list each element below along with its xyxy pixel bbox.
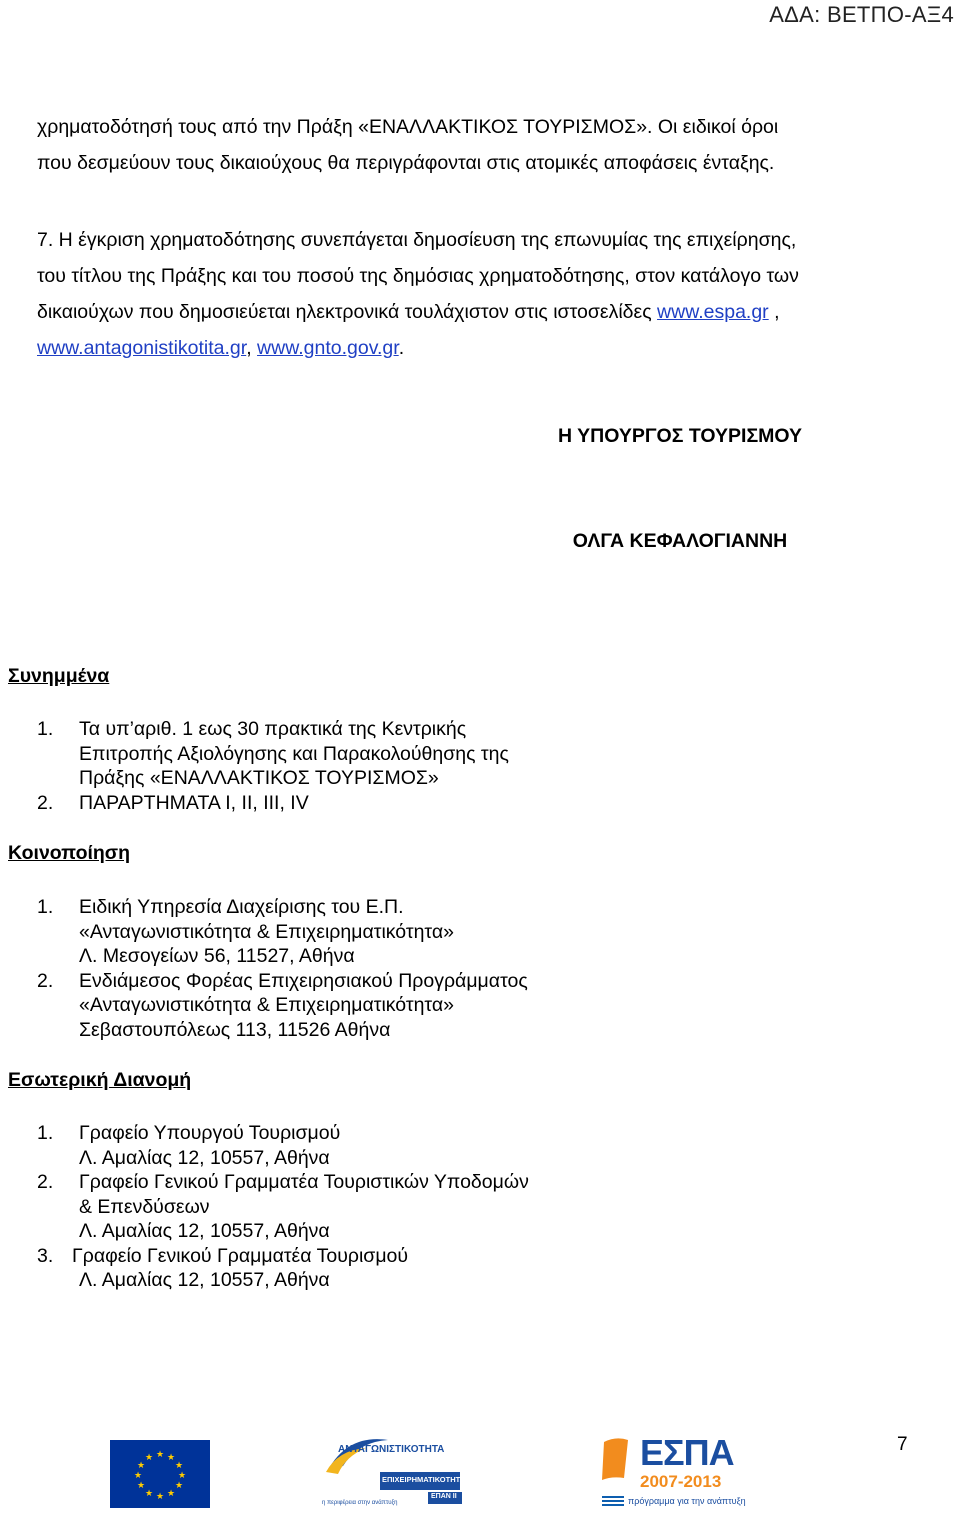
item-line: Γραφείο Γενικού Γραμματέα Τουρισμού [72, 1244, 409, 1267]
item-line: Ειδική Υπηρεσία Διαχείρισης του Ε.Π. [79, 896, 404, 918]
svg-text:★: ★ [133, 1471, 143, 1481]
attachments-heading: Συνημμένα [8, 665, 110, 687]
ada-code: ΑΔΑ: ΒΕΤΠΟ-ΑΞ4 [769, 2, 954, 27]
svg-text:★: ★ [155, 1492, 165, 1502]
item-line: & Επενδύσεων [79, 1195, 210, 1218]
svg-text:★: ★ [144, 1489, 154, 1499]
item-line: «Ανταγωνιστικότητα & Επιχειρηματικότητα» [79, 994, 454, 1016]
item-line: Λ. Μεσογείων 56, 11527, Αθήνα [79, 945, 355, 967]
gnto-link[interactable]: www.gnto.gov.gr [257, 337, 399, 359]
paragraph-7 [37, 222, 937, 366]
antag-sub: ΕΠΙΧΕΙΡΗΜΑΤΙΚΟΤΗΤΑ [382, 1475, 466, 1484]
item-number: 2. [37, 1171, 54, 1193]
item-number: 2. [37, 791, 54, 814]
item-number: 1. [37, 896, 54, 918]
period-text: . [398, 337, 405, 359]
comma-text: , [768, 301, 780, 323]
svg-text:★: ★ [174, 1481, 184, 1491]
paragraph-line [37, 330, 937, 366]
internal-distribution-heading: Εσωτερική Διανομή [8, 1069, 192, 1091]
item-number: 1. [37, 718, 54, 740]
svg-text:★: ★ [174, 1461, 184, 1471]
espa-logo [598, 1432, 746, 1512]
item-line: Ενδιάμεσος Φορέας Επιχειρησιακού Προγράμματος [79, 969, 528, 992]
signature-name: ΟΛΓΑ ΚΕΦΑΛΟΓΙΑΝΝΗ [572, 530, 788, 552]
antag-brand: ΑΝΤΑΓΩΝΙΣΤΙΚΟΤΗΤΑ [338, 1444, 445, 1455]
svg-text:★: ★ [166, 1453, 176, 1463]
espa-tagline: πρόγραμμα για την ανάπτυξη [628, 1496, 746, 1506]
item-number: 1. [37, 1122, 54, 1144]
svg-text:★: ★ [155, 1450, 165, 1460]
separator-text: , [246, 337, 258, 359]
signature-title: Η ΥΠΟΥΡΓΟΣ ΤΟΥΡΙΣΜΟΥ [557, 425, 803, 447]
svg-text:★: ★ [136, 1461, 146, 1471]
notification-list [37, 895, 528, 1042]
item-line: ΠΑΡΑΡΤΗΜΑΤΑ I, II, III, IV [79, 791, 309, 814]
paragraph-line: που δεσμεύουν τους δικαιούχους θα περιγράφονται στις ατομικές αποφάσεις ένταξης. [37, 152, 775, 174]
item-line: Σεβαστουπόλεως 113, 11526 Αθήνα [79, 1018, 391, 1041]
item-line: Γραφείο Γενικού Γραμματέα Τουριστικών Υποδομών [79, 1171, 529, 1193]
item-line: Τα υπ’αριθ. 1 εως 30 πρακτικά της Κεντρικής [79, 718, 467, 740]
paragraph-text: δικαιούχων που δημοσιεύεται ηλεκτρονικά τουλάχιστον στις ιστοσελίδες [37, 301, 658, 323]
notification-heading: Κοινοποίηση [8, 842, 131, 864]
espa-link[interactable]: www.espa.gr [657, 301, 769, 323]
eu-flag-logo [110, 1440, 210, 1508]
paragraph-line [37, 294, 937, 330]
svg-text:★: ★ [144, 1453, 154, 1463]
item-line: Λ. Αμαλίας 12, 10557, Αθήνα [79, 1146, 330, 1169]
item-number: 2. [37, 969, 54, 992]
list-item [37, 791, 509, 816]
list-item [37, 1244, 529, 1293]
paragraph-line: 7. Η έγκριση χρηματοδότησης συνεπάγεται δημοσίευση της επωνυμίας της επιχείρησης, [37, 229, 797, 251]
item-line: Λ. Αμαλίας 12, 10557, Αθήνα [79, 1220, 330, 1242]
list-item [37, 717, 509, 791]
item-line: Επιτροπής Αξιολόγησης και Παρακολούθησης της [79, 742, 509, 765]
svg-text:★: ★ [166, 1489, 176, 1499]
antag-program: ΕΠΑΝ II [431, 1493, 457, 1500]
page-number: 7 [897, 1434, 908, 1455]
antagonistikotita-link[interactable]: www.antagonistikotita.gr [37, 337, 247, 359]
list-item [37, 1170, 529, 1244]
antagonistikotita-logo [318, 1432, 466, 1512]
list-item [37, 895, 528, 969]
item-line: Γραφείο Υπουργού Τουρισμού [79, 1122, 341, 1144]
item-line: Λ. Αμαλίας 12, 10557, Αθήνα [79, 1269, 330, 1291]
svg-text:★: ★ [136, 1481, 146, 1491]
paragraph-line: χρηματοδότησή τους από την Πράξη «ΕΝΑΛΛΑΚΤΙΚΟΣ ΤΟΥΡΙΣΜΟΣ». Οι ειδικοί όροι [37, 116, 779, 138]
item-number: 3. [37, 1244, 54, 1267]
list-item [37, 1121, 529, 1170]
antag-tagline: η περιφέρεια στην ανάπτυξη [322, 1500, 398, 1506]
item-line: Πράξης «ΕΝΑΛΛΑΚΤΙΚΟΣ ΤΟΥΡΙΣΜΟΣ» [79, 767, 439, 789]
espa-brand: ΕΣΠΑ [640, 1432, 734, 1473]
espa-years: 2007-2013 [640, 1472, 722, 1491]
attachments-list [37, 717, 509, 815]
paragraph-line: του τίτλου της Πράξης και του ποσού της δημόσιας χρηματοδότησης, στον κατάλογο των [37, 265, 799, 287]
paragraph-funding [37, 109, 937, 181]
list-item [37, 969, 528, 1043]
internal-distribution-list [37, 1121, 529, 1293]
svg-text:★: ★ [177, 1471, 187, 1481]
item-line: «Ανταγωνιστικότητα & Επιχειρηματικότητα» [79, 920, 454, 943]
